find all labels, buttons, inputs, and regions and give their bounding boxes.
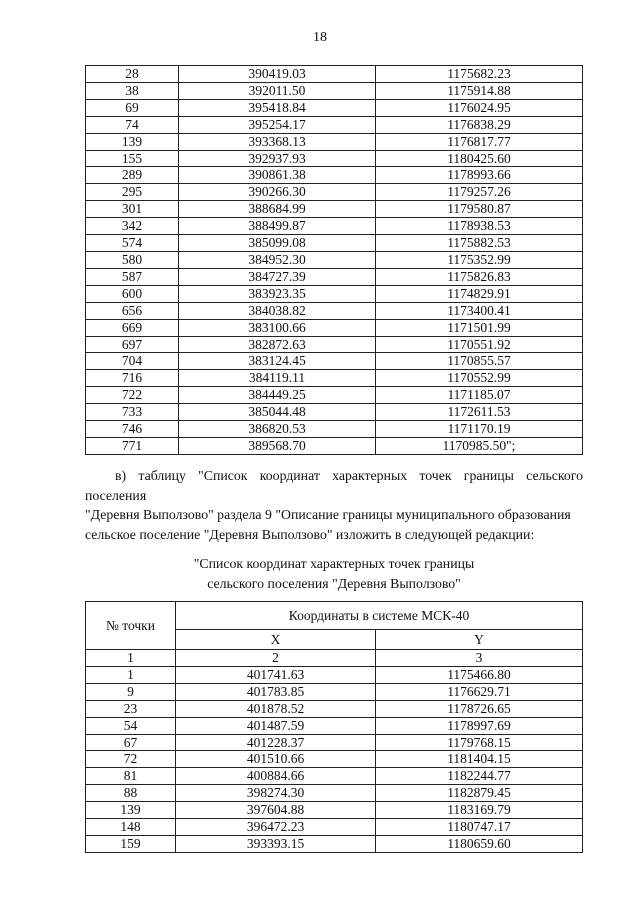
table-row	[86, 184, 583, 201]
cell-x: 390861.38	[179, 167, 376, 184]
cell-point: 704	[86, 353, 179, 370]
table-row	[86, 802, 583, 819]
cell-point: 295	[86, 184, 179, 201]
col-number: 3	[376, 650, 583, 667]
table-row	[86, 437, 583, 454]
cell-point: 342	[86, 218, 179, 235]
table-row	[86, 785, 583, 802]
cell-point: 159	[86, 835, 176, 852]
cell-y: 1175826.83	[376, 268, 583, 285]
cell-y: 1170552.99	[376, 370, 583, 387]
cell-point: 67	[86, 734, 176, 751]
cell-x: 384727.39	[179, 268, 376, 285]
cell-x: 384449.25	[179, 387, 376, 404]
cell-point: 72	[86, 751, 176, 768]
cell-point: 148	[86, 819, 176, 836]
cell-point: 54	[86, 717, 176, 734]
cell-point: 38	[86, 82, 179, 99]
cell-point: 88	[86, 785, 176, 802]
table-row	[86, 387, 583, 404]
cell-y: 1181404.15	[376, 751, 583, 768]
cell-point: 139	[86, 133, 179, 150]
table-row	[86, 734, 583, 751]
cell-x: 401878.52	[176, 700, 376, 717]
table-row	[86, 201, 583, 218]
table-row	[86, 235, 583, 252]
cell-y: 1175466.80	[376, 666, 583, 683]
table-row	[86, 768, 583, 785]
cell-point: 587	[86, 268, 179, 285]
paragraph-line: сельское поселение "Деревня Выползово" изложить в следующей редакции:	[85, 526, 535, 542]
cell-y: 1170985.50";	[376, 437, 583, 454]
cell-y: 1173400.41	[376, 302, 583, 319]
cell-point: 574	[86, 235, 179, 252]
cell-y: 1171185.07	[376, 387, 583, 404]
cell-x: 396472.23	[176, 819, 376, 836]
cell-point: 669	[86, 319, 179, 336]
cell-x: 382872.63	[179, 336, 376, 353]
cell-x: 384038.82	[179, 302, 376, 319]
cell-x: 385099.08	[179, 235, 376, 252]
table-row	[86, 99, 583, 116]
cell-x: 398274.30	[176, 785, 376, 802]
header-y: Y	[376, 630, 583, 650]
table-row	[86, 319, 583, 336]
cell-y: 1175352.99	[376, 251, 583, 268]
cell-y: 1176817.77	[376, 133, 583, 150]
cell-point: 23	[86, 700, 176, 717]
cell-y: 1180747.17	[376, 819, 583, 836]
cell-point: 600	[86, 285, 179, 302]
cell-point: 1	[86, 666, 176, 683]
cell-y: 1182244.77	[376, 768, 583, 785]
caption-line: сельского поселения "Деревня Выползово"	[207, 575, 461, 591]
cell-x: 401510.66	[176, 751, 376, 768]
cell-point: 716	[86, 370, 179, 387]
cell-x: 384119.11	[179, 370, 376, 387]
cell-y: 1180425.60	[376, 150, 583, 167]
cell-x: 383100.66	[179, 319, 376, 336]
cell-y: 1178997.69	[376, 717, 583, 734]
cell-y: 1179257.26	[376, 184, 583, 201]
table-row	[86, 82, 583, 99]
cell-point: 656	[86, 302, 179, 319]
cell-y: 1175682.23	[376, 66, 583, 83]
cell-point: 289	[86, 167, 179, 184]
content-flow	[85, 466, 583, 853]
cell-x: 401783.85	[176, 683, 376, 700]
table-row	[86, 336, 583, 353]
cell-x: 383124.45	[179, 353, 376, 370]
cell-y: 1170855.57	[376, 353, 583, 370]
table-row	[86, 700, 583, 717]
cell-y: 1179580.87	[376, 201, 583, 218]
cell-y: 1171170.19	[376, 421, 583, 438]
cell-y: 1183169.79	[376, 802, 583, 819]
cell-point: 155	[86, 150, 179, 167]
cell-x: 395254.17	[179, 116, 376, 133]
cell-point: 9	[86, 683, 176, 700]
cell-y: 1172611.53	[376, 404, 583, 421]
cell-x: 388684.99	[179, 201, 376, 218]
cell-y: 1176838.29	[376, 116, 583, 133]
cell-y: 1178938.53	[376, 218, 583, 235]
header-x: X	[176, 630, 376, 650]
col-number: 2	[176, 650, 376, 667]
cell-point: 301	[86, 201, 179, 218]
cell-x: 389568.70	[179, 437, 376, 454]
table-caption	[85, 554, 583, 593]
cell-point: 746	[86, 421, 179, 438]
table-row	[86, 268, 583, 285]
caption-line: "Список координат характерных точек границы	[193, 556, 475, 571]
header-point: № точки	[86, 602, 176, 650]
table-row	[86, 751, 583, 768]
paragraph-line: в) таблицу "Список координат характерных точек границы сельского поселения	[85, 468, 583, 503]
table-row	[86, 133, 583, 150]
cell-y: 1175882.53	[376, 235, 583, 252]
coordinates-table	[85, 601, 583, 853]
table-row	[86, 666, 583, 683]
cell-y: 1178726.65	[376, 700, 583, 717]
cell-point: 81	[86, 768, 176, 785]
cell-point: 697	[86, 336, 179, 353]
col-number: 1	[86, 650, 176, 667]
cell-x: 388499.87	[179, 218, 376, 235]
cell-x: 401487.59	[176, 717, 376, 734]
cell-point: 28	[86, 66, 179, 83]
cell-point: 69	[86, 99, 179, 116]
table-row	[86, 251, 583, 268]
cell-x: 386820.53	[179, 421, 376, 438]
cell-y: 1170551.92	[376, 336, 583, 353]
cell-x: 392937.93	[179, 150, 376, 167]
table-row	[86, 218, 583, 235]
paragraph-line: "Деревня Выползово" раздела 9 "Описание границы муниципального образования	[85, 507, 571, 522]
table-row	[86, 717, 583, 734]
cell-point: 722	[86, 387, 179, 404]
table-row	[86, 302, 583, 319]
cell-point: 74	[86, 116, 179, 133]
cell-x: 384952.30	[179, 251, 376, 268]
cell-y: 1180659.60	[376, 835, 583, 852]
cell-x: 400884.66	[176, 768, 376, 785]
coordinates-table-continued	[85, 65, 583, 455]
table-row	[86, 116, 583, 133]
table-row	[86, 150, 583, 167]
cell-point: 771	[86, 437, 179, 454]
cell-y: 1178993.66	[376, 167, 583, 184]
table-row	[86, 421, 583, 438]
cell-x: 390266.30	[179, 184, 376, 201]
table-row	[86, 285, 583, 302]
table-row	[86, 683, 583, 700]
cell-x: 385044.48	[179, 404, 376, 421]
cell-y: 1174829.91	[376, 285, 583, 302]
cell-x: 401228.37	[176, 734, 376, 751]
table-row	[86, 370, 583, 387]
cell-x: 393393.15	[176, 835, 376, 852]
cell-x: 397604.88	[176, 802, 376, 819]
table-row	[86, 353, 583, 370]
cell-x: 401741.63	[176, 666, 376, 683]
cell-x: 390419.03	[179, 66, 376, 83]
cell-x: 395418.84	[179, 99, 376, 116]
cell-point: 733	[86, 404, 179, 421]
table-row	[86, 835, 583, 852]
cell-y: 1176629.71	[376, 683, 583, 700]
cell-point: 139	[86, 802, 176, 819]
table-row	[86, 167, 583, 184]
amendment-paragraph	[85, 466, 583, 544]
cell-y: 1175914.88	[376, 82, 583, 99]
cell-x: 392011.50	[179, 82, 376, 99]
table-row	[86, 819, 583, 836]
cell-x: 393368.13	[179, 133, 376, 150]
cell-y: 1182879.45	[376, 785, 583, 802]
cell-y: 1171501.99	[376, 319, 583, 336]
header-coords: Координаты в системе МСК-40	[176, 602, 583, 630]
table-row	[86, 66, 583, 83]
cell-y: 1179768.15	[376, 734, 583, 751]
cell-x: 383923.35	[179, 285, 376, 302]
page-number: 18	[313, 30, 327, 45]
cell-point: 580	[86, 251, 179, 268]
table-row	[86, 404, 583, 421]
cell-y: 1176024.95	[376, 99, 583, 116]
